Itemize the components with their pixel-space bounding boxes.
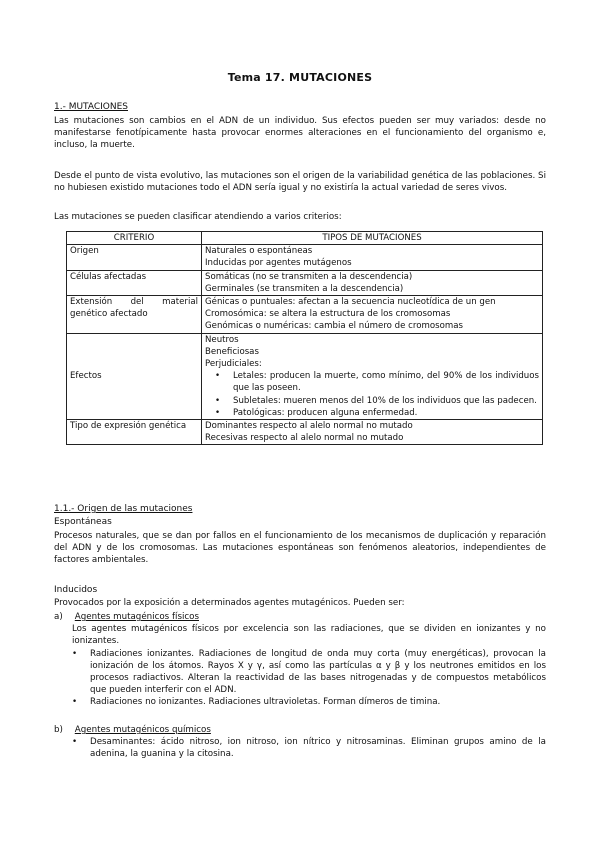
type-item: Naturales o espontáneas <box>205 246 313 257</box>
table-header-row <box>67 232 543 245</box>
criterion-cell: Tipo de expresión genética <box>67 420 202 445</box>
inducidos-heading: Inducidos <box>54 585 98 595</box>
table-row <box>67 245 543 270</box>
criterion-cell: Células afectadas <box>67 270 202 295</box>
criterion-cell: Efectos <box>67 333 202 419</box>
type-item: Génicas o puntuales: afectan a la secuencia nucleotídica de un gen <box>205 297 496 308</box>
criteria-intro: Las mutaciones se pueden clasificar atendiendo a varios criterios: <box>54 212 342 222</box>
list-item: • Subletales: mueren menos del 10% de los individuos que las padecen. <box>233 395 539 407</box>
evolution-paragraph: Desde el punto de vista evolutivo, las mutaciones son el origen de la variabilidad genética de las poblaciones. Si no hubiesen existido mutaciones todo el ADN sería igual y no existiría la actual variedad de seres vivos. <box>54 171 546 194</box>
intro-paragraph: Las mutaciones son cambios en el ADN de un individuo. Sus efectos pueden ser muy variados: desde no manifestarse fenotípicamente hasta provocar enormes alteraciones en el funcionamiento del organismo e, incluso, la muerte. <box>54 116 546 151</box>
type-item: Recesivas respecto al alelo normal no mutado <box>205 433 404 444</box>
section-heading-mutaciones: 1.- MUTACIONES <box>54 102 128 112</box>
table-row <box>67 270 543 295</box>
document-title: Tema 17. MUTACIONES <box>227 71 373 84</box>
list-item: • Patológicas: producen alguna enfermedad. <box>233 407 539 419</box>
types-cell <box>202 245 543 270</box>
types-cell <box>202 333 543 419</box>
type-item: Perjudiciales: <box>205 359 262 370</box>
agentes-quimicos-bullets <box>54 736 546 760</box>
agentes-fisicos-title-line <box>54 611 546 623</box>
criterion-cell: Extensión del material genético afectado <box>67 296 202 334</box>
effects-bullet-list <box>205 370 539 419</box>
list-item: • Desaminantes: ácido nitroso, ion nitroso, ion nítrico y nitrosaminas. Eliminan grupos amino de la adenina, la guanina y la citosina. <box>90 736 546 760</box>
list-item: • Radiaciones ionizantes. Radiaciones de longitud de onda muy corta (muy energéticas), provocan la ionización de los átomos. Rayos X y γ, así como las partículas α y β y los neutrones emitidos en los procesos radiactivos. Alteran la reactividad de las bases nitrogenadas y de compuestos metabólicos que pueden interferir con el ADN. <box>90 648 546 697</box>
type-item: Somáticas (no se transmiten a la descendencia) <box>205 271 413 282</box>
type-item: Cromosómica: se altera la estructura de los cromosomas <box>205 309 451 320</box>
inducidos-paragraph: Provocados por la exposición a determinados agentes mutagénicos. Pueden ser: <box>54 598 405 608</box>
agentes-quimicos-section <box>54 724 546 761</box>
type-item: Inducidas por agentes mutágenos <box>205 258 352 269</box>
list-label: b) <box>54 725 63 735</box>
type-item: Neutros <box>205 334 239 345</box>
agentes-fisicos-text: Los agentes mutagénicos físicos por excelencia son las radiaciones, que se dividen en ionizantes y no ionizantes. <box>72 624 546 647</box>
type-item: Beneficiosas <box>205 346 259 357</box>
agentes-fisicos-title: Agentes mutagénicos físicos <box>74 612 199 622</box>
espontaneas-heading: Espontáneas <box>54 517 112 527</box>
agentes-quimicos-title-line <box>54 724 546 736</box>
table-header-tipos: TIPOS DE MUTACIONES <box>202 232 543 245</box>
agentes-quimicos-title: Agentes mutagénicos químicos <box>74 725 211 735</box>
list-item: • Letales: producen la muerte, como mínimo, del 90% de los individuos que las poseen. <box>233 370 539 394</box>
espontaneas-paragraph: Procesos naturales, que se dan por fallos en el funcionamiento de los mecanismos de duplicación y reparación del ADN y de los cromosomas. Las mutaciones espontáneas son fenómenos aleatorios, independientes de factores ambientales. <box>54 531 546 566</box>
type-item: Genómicas o numéricas: cambia el número de cromosomas <box>205 321 463 332</box>
table-row <box>67 296 543 334</box>
types-cell <box>202 296 543 334</box>
type-item: Germinales (se transmiten a la descendencia) <box>205 283 404 294</box>
agentes-fisicos-section <box>54 611 546 709</box>
table-row <box>67 333 543 419</box>
type-item: Dominantes respecto al alelo normal no mutado <box>205 421 413 432</box>
subsection-heading-origen: 1.1.- Origen de las mutaciones <box>54 504 193 514</box>
list-label: a) <box>54 612 63 622</box>
table-row <box>67 420 543 445</box>
types-cell <box>202 420 543 445</box>
criteria-table <box>66 231 543 445</box>
list-item: • Radiaciones no ionizantes. Radiaciones ultravioletas. Forman dímeros de timina. <box>90 696 546 708</box>
table-header-criterio: CRITERIO <box>67 232 202 245</box>
agentes-fisicos-bullets <box>54 648 546 709</box>
criterion-cell: Origen <box>67 245 202 270</box>
types-cell <box>202 270 543 295</box>
